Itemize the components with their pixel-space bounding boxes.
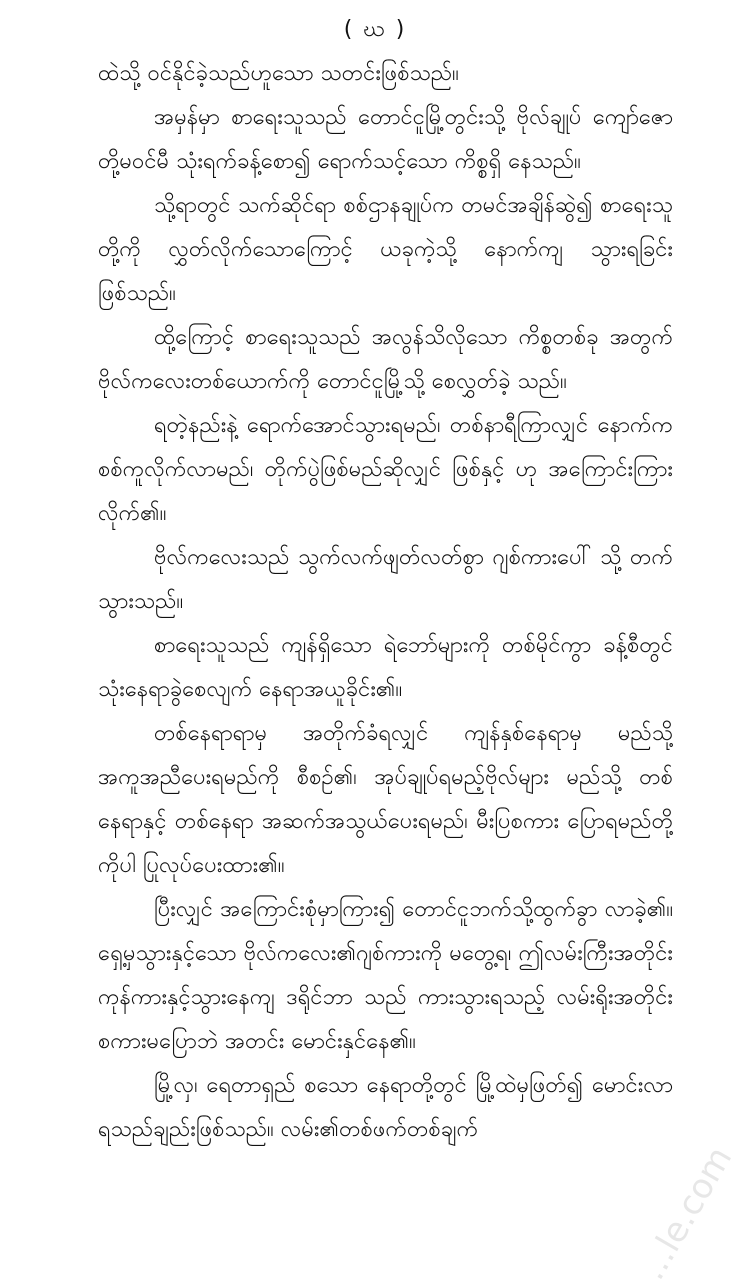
page-number: ( ဃ ) bbox=[343, 17, 407, 42]
paragraph: ထို့ကြောင့် စာရေးသူသည် အလွန်သိလိုသော ကိစ္စတစ်ခု အတွက် ဗိုလ်ကလေးတစ်ယောက်ကို တောင်ငူမြို့သို့ စေလွှတ်ခဲ့ သည်။ bbox=[98, 325, 673, 394]
paragraph: ရတဲ့နည်းနဲ့ ရောက်အောင်သွားရမည်၊ တစ်နာရီကြာလျှင် နောက်က စစ်ကူလိုက်လာမည်၊ တိုက်ပွဲဖြစ်မည်ဆိုလျှင် ဖြစ်နှင့် ဟု အကြောင်းကြား လိုက်၏။ bbox=[98, 413, 673, 526]
paragraph: သို့ရာတွင် သက်ဆိုင်ရာ စစ်ဌာနချုပ်က တမင်အချိန်ဆွဲ၍ စာရေးသူတို့ကို လွှတ်လိုက်သောကြောင့် ယခုကဲ့သို့ နောက်ကျ သွားရခြင်း ဖြစ်သည်။ bbox=[98, 193, 673, 306]
body-text bbox=[98, 52, 673, 1152]
watermark: ...le.com bbox=[632, 1140, 740, 1287]
paragraph: ထဲသို့ ဝင်နိုင်ခဲ့သည်ဟူသော သတင်းဖြစ်သည်။ bbox=[98, 61, 459, 86]
paragraph: ပြီးလျှင် အကြောင်းစုံမှာကြား၍ တောင်ငူဘက်သို့ထွက်ခွာ လာခဲ့၏။ ရှေ့မှသွားနှင့်သော ဗိုလ်ကလေး၏ဂျစ်ကားကို မတွေ့ရ၊ ဤလမ်းကြီးအတိုင်း ကုန်ကားနှင့်သွားနေကျ ဒရိုင်ဘာ သည် ကားသွားရသည့် လမ်းရိုးအတိုင်း စကားမပြောဘဲ အတင်း မောင်းနှင်နေ၏။ bbox=[98, 897, 673, 1054]
paragraph: မြို့လှ၊ ရေတာရှည် စသော နေရာတို့တွင် မြို့ထဲမှဖြတ်၍ မောင်းလာရသည်ချည်းဖြစ်သည်။ လမ်း၏တစ်ဖက်တစ်ချက် bbox=[98, 1073, 673, 1142]
paragraph: ဗိုလ်ကလေးသည် သွက်လက်ဖျတ်လတ်စွာ ဂျစ်ကားပေါ် သို့ တက်သွားသည်။ bbox=[98, 545, 673, 614]
paragraph: တစ်နေရာရာမှ အတိုက်ခံရလျှင် ကျန်နှစ်နေရာမှ မည်သို့ အကူအညီပေးရမည်ကို စီစဉ်၏၊ အုပ်ချုပ်ရမည့်ဗိုလ်များ မည်သို့ တစ်နေရာနှင့် တစ်နေရာ အဆက်အသွယ်ပေးရမည်၊ မီးပြစကား ပြောရမည်တို့ကိုပါ ပြုလုပ်ပေးထား၏။ bbox=[98, 721, 673, 878]
paragraph: အမှန်မှာ စာရေးသူသည် တောင်ငူမြို့တွင်းသို့ ဗိုလ်ချုပ် ကျော်ဇောတို့မဝင်မီ သုံးရက်ခန့်စော၍ ရောက်သင့်သော ကိစ္စရှိ နေသည်။ bbox=[98, 105, 673, 174]
paragraph: စာရေးသူသည် ကျန်ရှိသော ရဲဘော်များကို တစ်မိုင်ကွာ ခန့်စီတွင် သုံးနေရာခွဲစေလျက် နေရာအယူခိုင်း၏။ bbox=[98, 633, 673, 702]
